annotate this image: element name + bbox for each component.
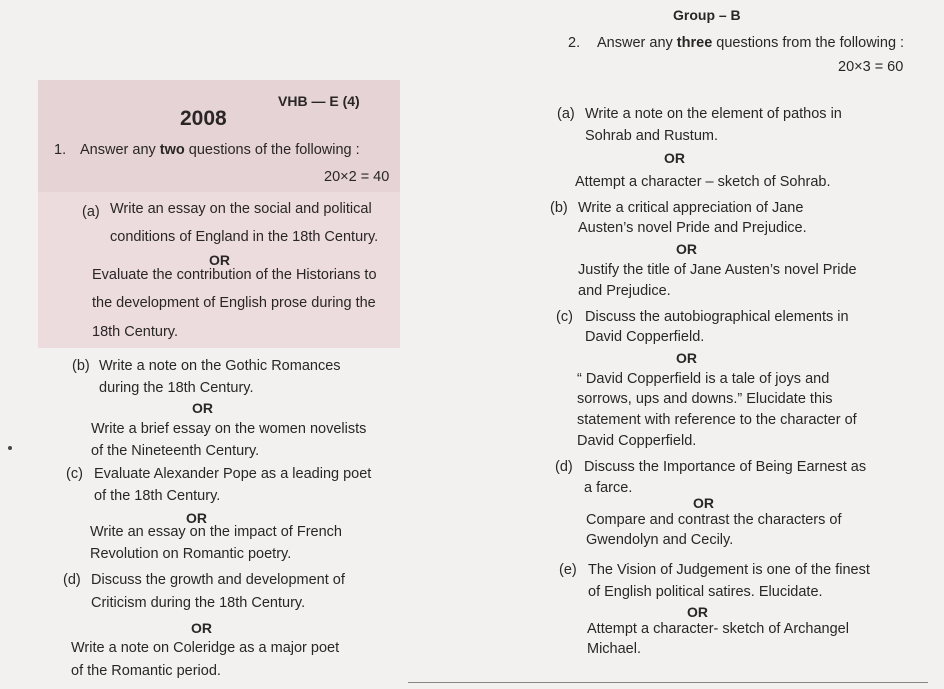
part-line: a farce.	[584, 480, 633, 496]
or-separator: OR	[209, 252, 230, 268]
or-separator: OR	[664, 150, 685, 166]
part-line: and Prejudice.	[578, 283, 671, 299]
part-line: Write a brief essay on the women novelists	[91, 421, 367, 437]
part-line: of the 18th Century.	[94, 488, 221, 504]
q2-instruction: Answer any three questions from the following :	[597, 35, 905, 51]
part-line: David Copperfield.	[577, 433, 697, 449]
bottom-rule	[408, 682, 928, 683]
part-label: (d)	[555, 459, 573, 475]
q2-marks: 20×3 = 60	[838, 59, 904, 75]
part-line: Write an essay on the social and political	[110, 201, 372, 217]
exam-year: 2008	[180, 107, 227, 130]
part-line: Evaluate the contribution of the Historians to	[92, 267, 377, 283]
part-line: during the 18th Century.	[99, 380, 254, 396]
part-line: Justify the title of Jane Austen’s novel Pride	[578, 262, 857, 278]
part-line: of English political satires. Elucidate.	[588, 584, 823, 600]
or-separator: OR	[676, 241, 697, 257]
or-separator: OR	[192, 400, 213, 416]
part-line: conditions of England in the 18th Century.	[110, 229, 379, 245]
part-line: Discuss the growth and development of	[91, 572, 345, 588]
part-line: Write a note on Coleridge as a major poet	[71, 640, 340, 656]
q2-number: 2.	[568, 35, 581, 51]
group-heading: Group – B	[673, 7, 741, 23]
part-line: 18th Century.	[92, 324, 178, 340]
part-line: Revolution on Romantic poetry.	[90, 546, 292, 562]
or-separator: OR	[186, 510, 207, 526]
paper-code: VHB — E (4)	[278, 93, 360, 109]
part-label: (b)	[72, 358, 90, 374]
part-line: of the Romantic period.	[71, 663, 221, 679]
q1-number: 1.	[54, 142, 67, 158]
or-separator: OR	[676, 350, 697, 366]
part-line: Write a note on the Gothic Romances	[99, 358, 341, 374]
part-line: sorrows, ups and downs.” Elucidate this	[577, 391, 833, 407]
part-label: (b)	[550, 200, 568, 216]
part-line: Write a critical appreciation of Jane	[578, 200, 804, 216]
q1-marks: 20×2 = 40	[324, 169, 390, 185]
part-line: Evaluate Alexander Pope as a leading poet	[94, 466, 372, 482]
part-line: Compare and contrast the characters of	[586, 512, 842, 528]
part-line: Criticism during the 18th Century.	[91, 595, 306, 611]
part-line: Discuss the Importance of Being Earnest as	[584, 459, 867, 475]
part-line: of the Nineteenth Century.	[91, 443, 260, 459]
part-line: Write an essay on the impact of French	[90, 524, 342, 540]
part-line: the development of English prose during the	[92, 295, 376, 311]
part-line: Attempt a character – sketch of Sohrab.	[575, 174, 831, 190]
part-label: (d)	[63, 572, 81, 588]
or-separator: OR	[687, 604, 708, 620]
part-line: Michael.	[587, 641, 641, 657]
part-label: (a)	[82, 204, 100, 220]
part-line: statement with reference to the character of	[577, 412, 857, 428]
part-label: (e)	[559, 562, 577, 578]
part-line: Austen’s novel Pride and Prejudice.	[578, 220, 807, 236]
part-line: Discuss the autobiographical elements in	[585, 309, 849, 325]
part-line: David Copperfield.	[585, 329, 705, 345]
part-line: Attempt a character- sketch of Archangel	[587, 621, 849, 637]
part-label: (c)	[66, 466, 83, 482]
q1-instruction: Answer any two questions of the following :	[80, 142, 360, 158]
part-line: Write a note on the element of pathos in	[585, 106, 842, 122]
or-separator: OR	[191, 620, 212, 636]
speck	[8, 446, 12, 450]
part-line: The Vision of Judgement is one of the finest	[588, 562, 870, 578]
part-label: (c)	[556, 309, 573, 325]
or-separator: OR	[693, 495, 714, 511]
part-line: Sohrab and Rustum.	[585, 128, 718, 144]
part-label: (a)	[557, 106, 575, 122]
part-line: “ David Copperfield is a tale of joys and	[577, 371, 830, 387]
part-line: Gwendolyn and Cecily.	[586, 532, 734, 548]
